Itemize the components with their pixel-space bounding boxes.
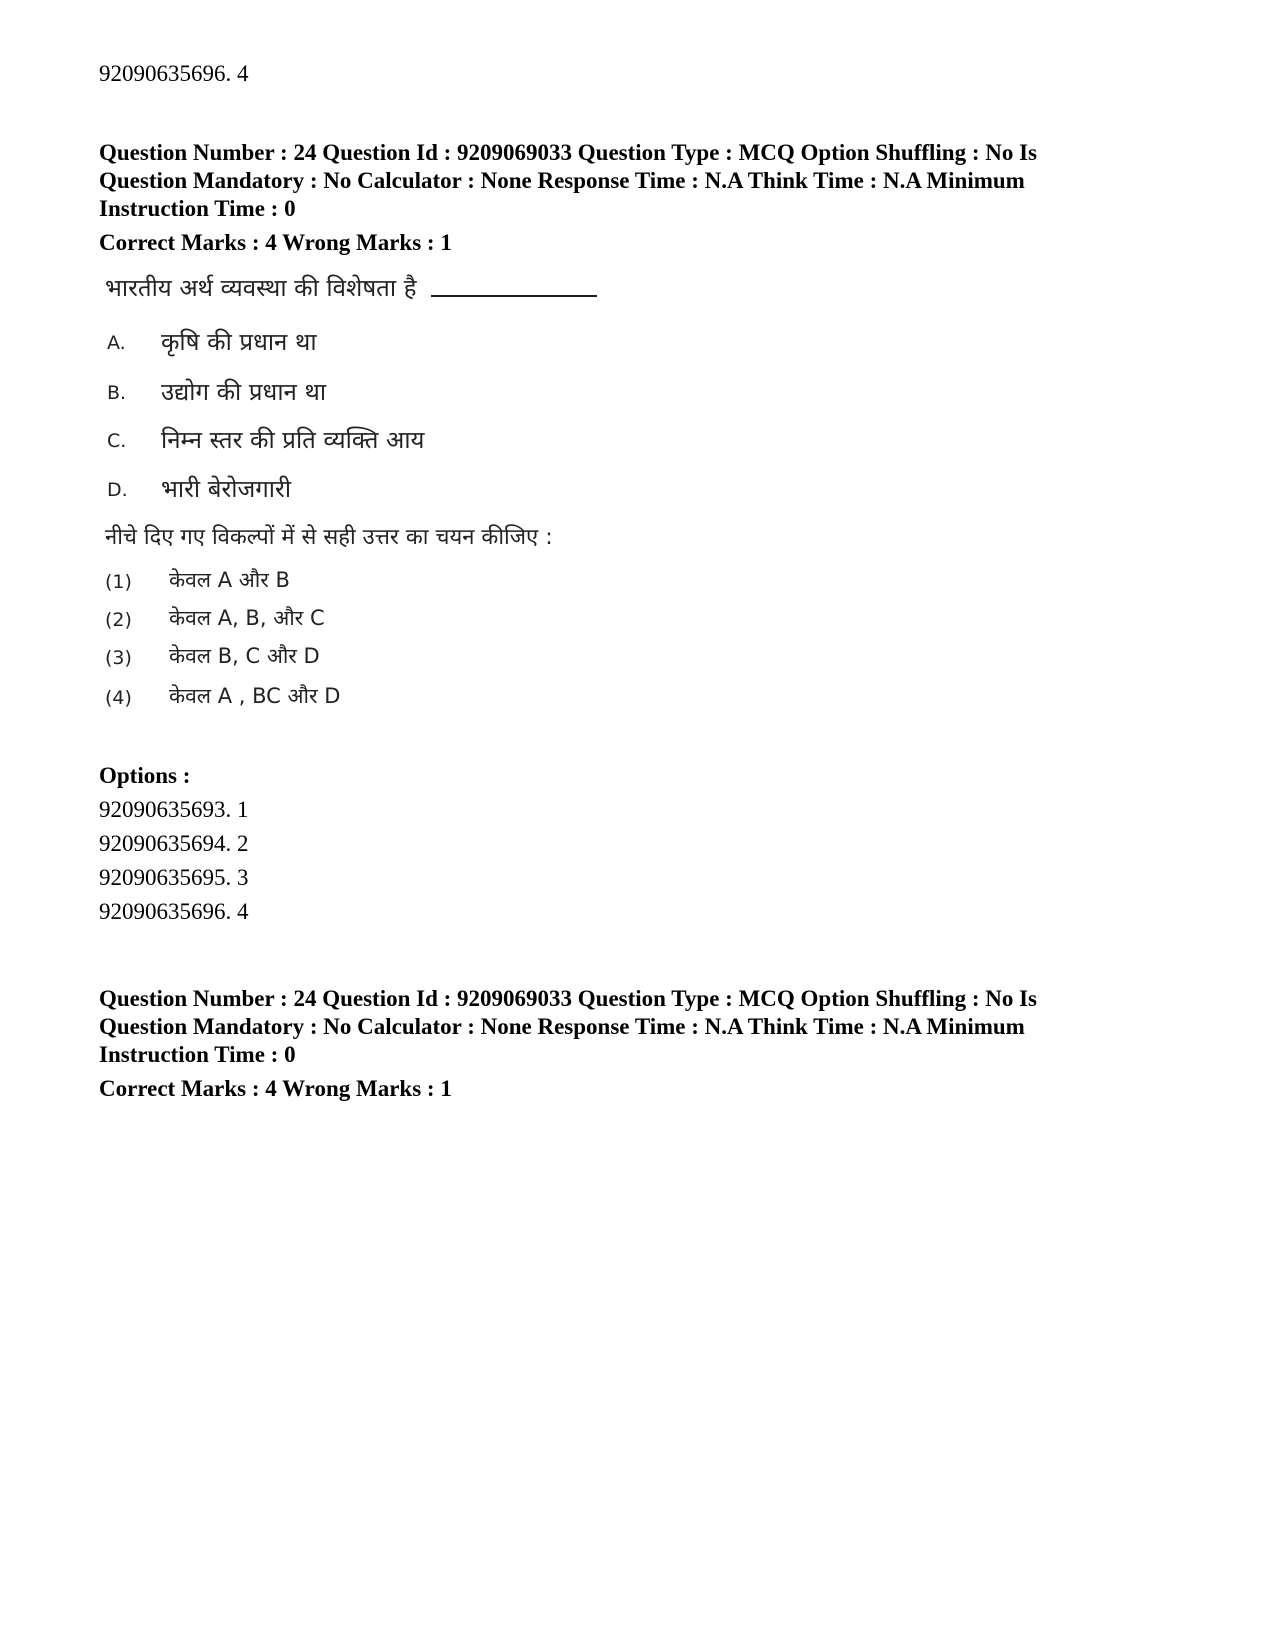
option-item: 92090635695. 3 (99, 865, 249, 890)
marks-line-1: Correct Marks : 4 Wrong Marks : 1 (99, 230, 452, 255)
statement-text: भारी बेरोजगारी (161, 475, 292, 503)
statement-label: D. (107, 479, 128, 501)
marks-line-2: Correct Marks : 4 Wrong Marks : 1 (99, 1076, 452, 1101)
statement-text: उद्योग की प्रधान था (161, 378, 327, 406)
statement-text: निम्न स्तर की प्रति व्यक्ति आय (161, 426, 425, 454)
question-meta-line: Question Mandatory : No Calculator : None Response Time : N.A Think Time : N.A Minimum (99, 168, 1025, 193)
choice-label: (2) (105, 609, 132, 631)
question-meta-line: Instruction Time : 0 (99, 196, 296, 221)
statement-label: A. (107, 332, 126, 354)
statement-label: C. (107, 430, 127, 452)
choice-label: (4) (105, 687, 132, 709)
question-meta-line: Question Mandatory : No Calculator : None Response Time : N.A Think Time : N.A Minimum (99, 1014, 1025, 1039)
choice-label: (3) (105, 647, 132, 669)
option-item: 92090635696. 4 (99, 899, 249, 924)
statement-text: कृषि की प्रधान था (161, 328, 317, 356)
instruction-text: नीचे दिए गए विकल्पों में से सही उत्तर का चयन कीजिए : (105, 525, 553, 550)
question-meta-line: Instruction Time : 0 (99, 1042, 296, 1067)
question-image (99, 271, 599, 731)
choice-text: केवल A और B (169, 568, 290, 592)
statement-label: B. (107, 382, 127, 404)
answer-blank-line (431, 295, 597, 297)
options-heading: Options : (99, 763, 191, 788)
question-meta-line: Question Number : 24 Question Id : 9209069033 Question Type : MCQ Option Shuffling : No Is (99, 140, 1038, 165)
question-meta-line: Question Number : 24 Question Id : 9209069033 Question Type : MCQ Option Shuffling : No Is (99, 986, 1038, 1011)
option-item: 92090635694. 2 (99, 831, 249, 856)
choice-label: (1) (105, 571, 132, 593)
question-meta-1 (99, 139, 1149, 223)
question-meta-2 (99, 985, 1149, 1069)
choice-text: केवल A, B, और C (169, 606, 325, 630)
choice-text: केवल A , BC और D (169, 684, 341, 708)
option-item: 92090635693. 1 (99, 797, 249, 822)
choice-text: केवल B, C और D (169, 644, 320, 668)
previous-option-line: 92090635696. 4 (99, 61, 249, 86)
question-stem: भारतीय अर्थ व्यवस्था की विशेषता है (105, 274, 417, 302)
